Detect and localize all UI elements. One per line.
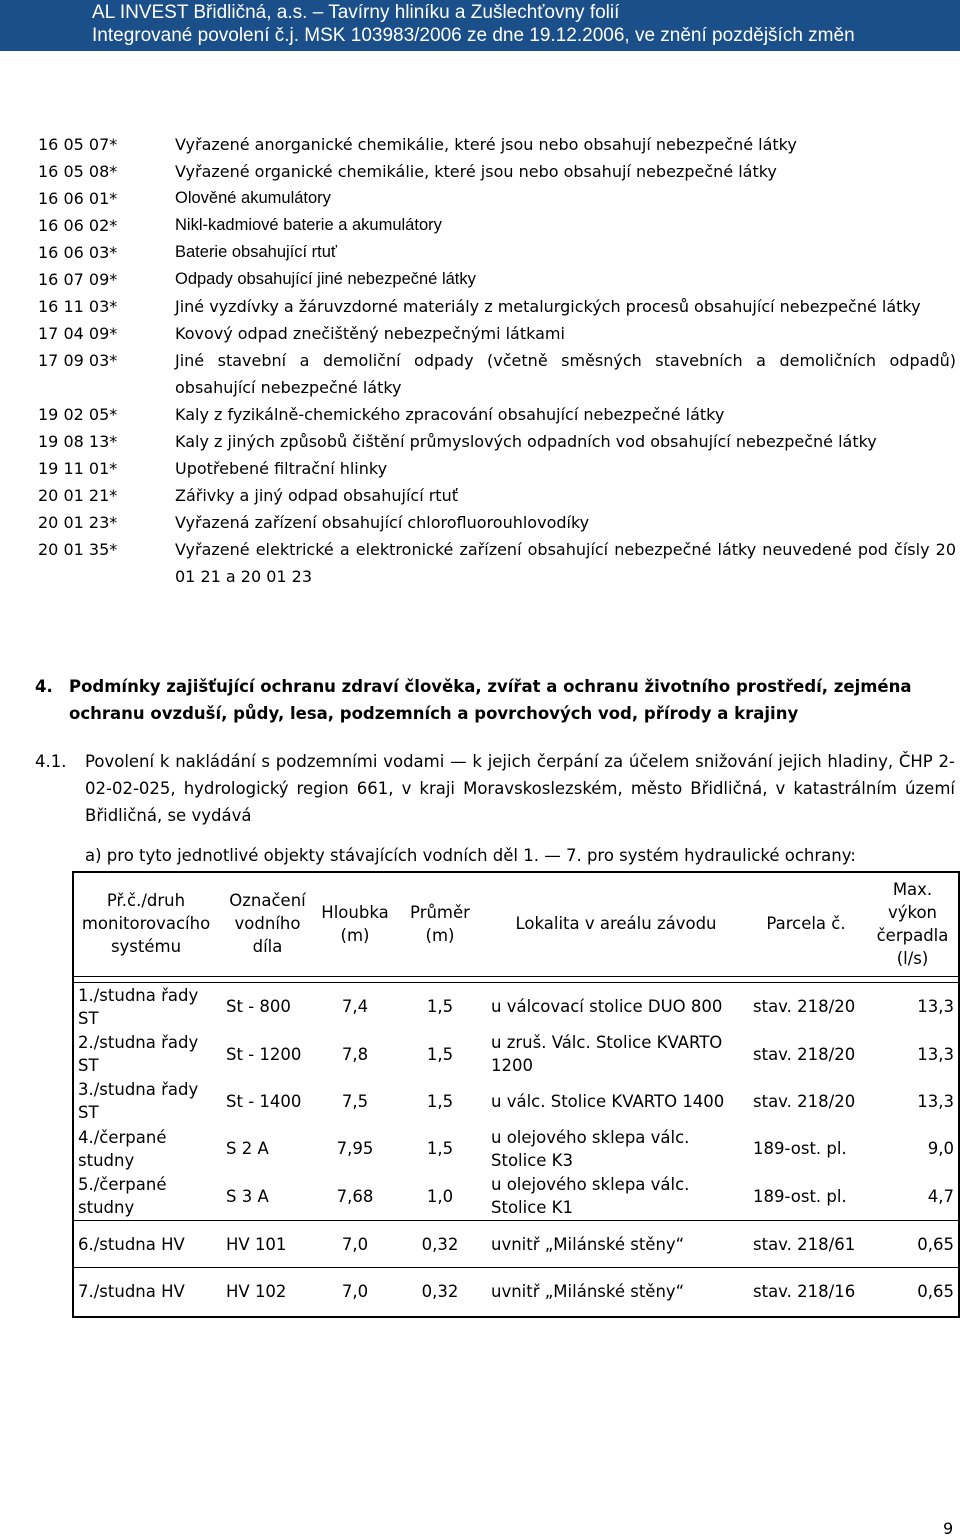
- paragraph-4-1: [35, 748, 955, 829]
- waste-desc: Vyřazená zařízení obsahující chlorofluorouhlovodíky: [175, 513, 590, 532]
- cell-location: uvnitř „Milánské stěny“: [491, 1234, 685, 1254]
- cell-parcel: stav. 218/20: [753, 1091, 856, 1111]
- cell-system: 7./studna HV: [78, 1281, 185, 1301]
- waste-code: 20 01 23*: [38, 513, 118, 532]
- table-row: [72, 1173, 960, 1221]
- cell-label: St - 800: [226, 997, 291, 1017]
- table-header-row: [72, 871, 960, 977]
- paragraph-text: Povolení k nakládání s podzemními vodami — k jejich čerpání za účelem snižování jejich hladiny, ČHP 2-02-02-025, hydrologický region 661, v kraji Moravskoslezském, město Břidličná, v katastrálním území Břidličná, se vydává: [85, 752, 955, 825]
- list-item: [38, 212, 956, 239]
- cell-pump-output: 13,3: [917, 1091, 954, 1111]
- cell-label: HV 102: [226, 1281, 287, 1301]
- header-company: AL INVEST Břidličná, a.s. – Tavírny hliníku a Zušlechťovny folií: [92, 2, 620, 23]
- waste-code: 16 05 08*: [38, 162, 118, 181]
- waste-desc: Vyřazené organické chemikálie, které jsou nebo obsahují nebezpečné látky: [175, 162, 777, 181]
- list-item: [38, 455, 956, 482]
- cell-system: 5./čerpané studny: [78, 1175, 167, 1218]
- cell-parcel: 189-ost. pl.: [753, 1139, 847, 1158]
- waste-desc: Vyřazené elektrické a elektronické zařízení obsahující nebezpečné látky neuvedené pod čísly 20 01 21 a 20 01 23: [175, 540, 956, 586]
- waste-code: 16 11 03*: [38, 297, 118, 316]
- table-row: [72, 983, 960, 1031]
- waste-desc: Olověné akumulátory: [175, 189, 331, 207]
- cell-pump-output: 4,7: [927, 1186, 954, 1206]
- table-row: [72, 1268, 960, 1315]
- cell-location: uvnitř „Milánské stěny“: [491, 1281, 685, 1301]
- waste-desc: Jiné vyzdívky a žáruvzdorné materiály z metalurgických procesů obsahující nebezpečné látky: [175, 297, 921, 316]
- cell-pump-output: 9,0: [927, 1139, 954, 1158]
- cell-system: 6./studna HV: [78, 1234, 185, 1254]
- cell-depth: 7,0: [341, 1234, 369, 1254]
- cell-diameter: 1,5: [426, 1044, 454, 1064]
- cell-depth: 7,68: [336, 1186, 374, 1206]
- list-item: [38, 293, 956, 320]
- waste-desc: Baterie obsahující rtuť: [175, 243, 338, 261]
- waste-desc: Vyřazené anorganické chemikálie, které jsou nebo obsahují nebezpečné látky: [175, 135, 797, 154]
- cell-parcel: stav. 218/20: [753, 997, 856, 1017]
- waste-code: 19 11 01*: [38, 459, 118, 478]
- cell-pump-output: 0,65: [917, 1234, 954, 1254]
- waste-code: 16 06 03*: [38, 243, 118, 262]
- cell-system: 1./studna řady ST: [78, 985, 199, 1028]
- list-item: [38, 536, 956, 590]
- waste-code: 16 05 07*: [38, 135, 118, 154]
- cell-diameter: 1,5: [426, 1139, 454, 1158]
- list-item: [38, 401, 956, 428]
- cell-label: St - 1400: [226, 1091, 302, 1111]
- waste-code: 16 06 02*: [38, 216, 118, 235]
- waste-code: 16 06 01*: [38, 189, 118, 208]
- column-header: Př.č./druh monitorovacího systému: [81, 891, 211, 956]
- list-item: [38, 185, 956, 212]
- waste-code: 19 08 13*: [38, 432, 118, 451]
- cell-depth: 7,4: [341, 997, 369, 1017]
- cell-location: u olejového sklepa válc. Stolice K1: [491, 1175, 690, 1218]
- waste-desc: Kaly z fyzikálně-chemického zpracování obsahující nebezpečné látky: [175, 405, 725, 424]
- section-number: 4.: [35, 677, 53, 696]
- list-item: [38, 266, 956, 293]
- waste-code: 16 07 09*: [38, 270, 118, 289]
- waste-desc: Upotřebené filtrační hlinky: [175, 459, 388, 478]
- cell-parcel: 189-ost. pl.: [753, 1186, 847, 1206]
- waste-desc: Kaly z jiných způsobů čištění průmyslových odpadních vod obsahující nebezpečné látky: [175, 432, 877, 451]
- cell-parcel: stav. 218/16: [753, 1281, 856, 1301]
- waste-desc: Jiné stavební a demoliční odpady (včetně směsných stavebních a demoličních odpadů) obsahující nebezpečné látky: [175, 351, 956, 397]
- header-permit: Integrované povolení č.j. MSK 103983/2006 ze dne 19.12.2006, ve znění pozdějších změn: [92, 25, 855, 46]
- waste-code: 17 04 09*: [38, 324, 118, 343]
- table-row: [72, 1031, 960, 1078]
- column-header: Označení vodního díla: [229, 891, 306, 956]
- cell-parcel: stav. 218/20: [753, 1044, 856, 1064]
- list-item: [38, 158, 956, 185]
- cell-location: u olejového sklepa válc. Stolice K3: [491, 1127, 690, 1170]
- cell-depth: 7,8: [341, 1044, 369, 1064]
- section-heading: [35, 673, 955, 727]
- cell-pump-output: 13,3: [917, 997, 954, 1017]
- waste-desc: Odpady obsahující jiné nebezpečné látky: [175, 270, 476, 288]
- waste-code: 19 02 05*: [38, 405, 118, 424]
- cell-parcel: stav. 218/61: [753, 1234, 856, 1254]
- table-row: [72, 1078, 960, 1125]
- cell-depth: 7,5: [341, 1091, 369, 1111]
- list-item: [38, 239, 956, 266]
- list-item: [38, 320, 956, 347]
- cell-depth: 7,0: [341, 1281, 369, 1301]
- column-header: Lokalita v areálu závodu: [515, 914, 717, 933]
- cell-label: HV 101: [226, 1234, 287, 1254]
- wells-table: [72, 871, 960, 1315]
- cell-diameter: 1,0: [426, 1186, 454, 1206]
- list-item: [38, 482, 956, 509]
- cell-system: 4./čerpané studny: [78, 1127, 167, 1170]
- waste-code: 20 01 35*: [38, 540, 118, 559]
- waste-desc: Zářivky a jiný odpad obsahující rtuť: [175, 486, 458, 505]
- waste-desc: Nikl-kadmiové baterie a akumulátory: [175, 216, 442, 234]
- column-header: Parcela č.: [766, 914, 846, 933]
- cell-location: u zruš. Válc. Stolice KVARTO 1200: [491, 1033, 723, 1075]
- page-header: [0, 0, 960, 51]
- cell-label: S 3 A: [226, 1186, 269, 1206]
- cell-diameter: 0,32: [421, 1281, 459, 1301]
- table-row: [72, 1221, 960, 1268]
- page-number: 9: [943, 1519, 954, 1538]
- list-item: [38, 131, 956, 158]
- cell-pump-output: 0,65: [917, 1281, 954, 1301]
- section-title: Podmínky zajišťující ochranu zdraví člověka, zvířat a ochranu životního prostředí, zejména ochranu ovzduší, půdy, lesa, podzemních a povrchových vod, přírody a krajiny: [69, 677, 912, 723]
- subpoint-a: a) pro tyto jednotlivé objekty stávajících vodních děl 1. — 7. pro systém hydraulické ochrany:: [85, 846, 856, 865]
- cell-label: S 2 A: [226, 1139, 269, 1158]
- paragraph-number: 4.1.: [35, 752, 67, 771]
- cell-system: 2./studna řady ST: [78, 1033, 199, 1075]
- cell-location: u válc. Stolice KVARTO 1400: [491, 1091, 725, 1111]
- cell-diameter: 0,32: [421, 1234, 459, 1254]
- waste-code: 17 09 03*: [38, 351, 118, 370]
- waste-desc: Kovový odpad znečištěný nebezpečnými látkami: [175, 324, 565, 343]
- list-item: [38, 509, 956, 536]
- cell-system: 3./studna řady ST: [78, 1080, 199, 1122]
- column-header: Hloubka (m): [321, 902, 389, 945]
- cell-pump-output: 13,3: [917, 1044, 954, 1064]
- list-item: [38, 428, 956, 455]
- column-header: Max. výkon čerpadla (l/s): [876, 879, 949, 968]
- waste-list: [38, 131, 956, 590]
- cell-diameter: 1,5: [426, 1091, 454, 1111]
- cell-diameter: 1,5: [426, 997, 454, 1017]
- column-header: Průměr (m): [410, 902, 470, 945]
- cell-label: St - 1200: [226, 1044, 302, 1064]
- cell-location: u válcovací stolice DUO 800: [491, 997, 723, 1017]
- list-item: [38, 347, 956, 401]
- waste-code: 20 01 21*: [38, 486, 118, 505]
- cell-depth: 7,95: [336, 1139, 374, 1158]
- table-row: [72, 1125, 960, 1173]
